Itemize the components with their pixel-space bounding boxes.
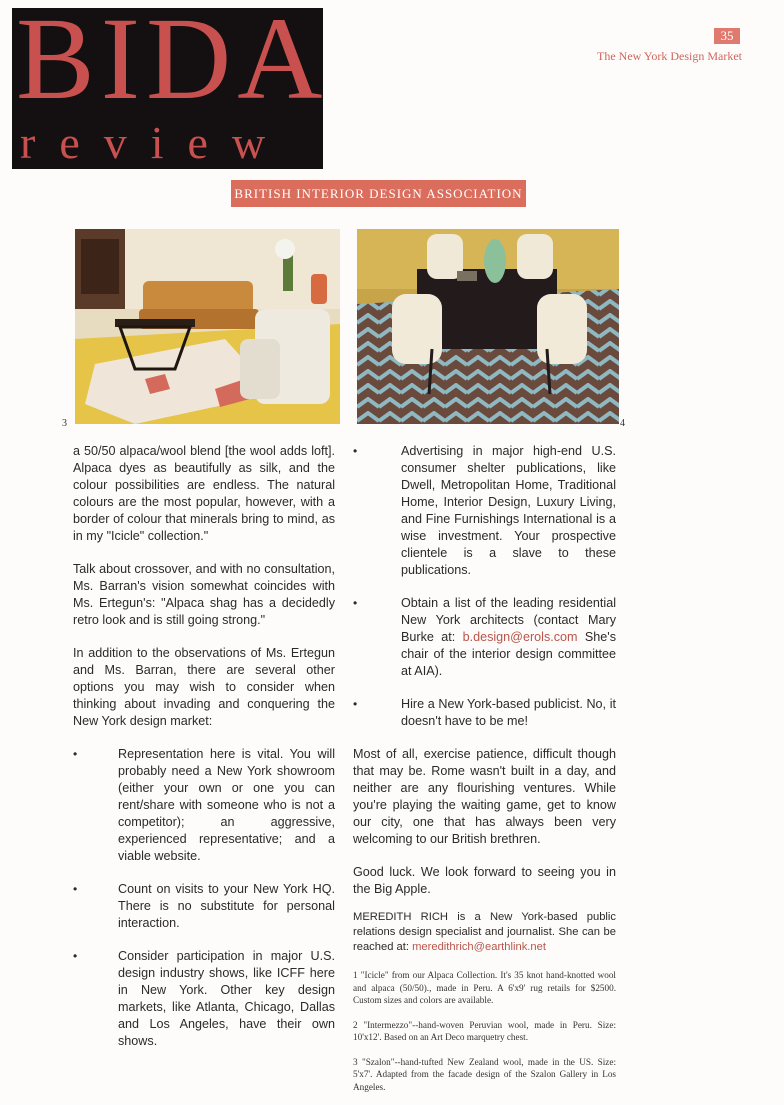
living-room-photo [75, 229, 340, 424]
photo-label-4: 4 [620, 418, 625, 429]
author-email-link[interactable]: meredithrich@earthlink.net [412, 941, 546, 953]
page-number: 35 [714, 28, 740, 44]
bullet-item [353, 696, 616, 730]
closing-line: Good luck. We look forward to seeing you in the Big Apple. [353, 865, 616, 896]
bullet-item [73, 948, 335, 1050]
bullet-item [73, 881, 335, 932]
bullet-icon: • [353, 596, 358, 610]
bullet-icon: • [353, 444, 358, 458]
bullet-item [73, 746, 335, 865]
bullet-text: Advertising in major high-end U.S. consumer shelter publications, like Dwell, Metropolitan Home, Traditional Home, Interior Design, Luxury Living, and Fine Furnishings International is a wise investment. Your prospective clientele is a slave to these publications. [401, 444, 616, 577]
article-column-right [353, 443, 616, 1105]
bullet-text: Hire a New York-based publicist. No, it doesn't have to be me! [401, 697, 616, 728]
bullet-text: She's chair of the interior design committee at AIA). [401, 630, 616, 678]
bullet-text: Representation here is vital. You will probably need a New York showroom (either your own or one you can rent/share with someone who is not a competitor); an aggressive, experienced representative; and a viable website. [118, 747, 335, 863]
bullet-text: Obtain a list of the leading residential New York architects (contact Mary Burke at: [401, 596, 616, 644]
paragraph: In addition to the observations of Ms. Ertegun and Ms. Barran, there are several other options you may wish to consider when thinking about invading and conquering the New York design market: [73, 646, 335, 728]
dining-room-photo [357, 229, 619, 424]
bullet-item [353, 443, 616, 579]
article-column-left [73, 443, 335, 1066]
paragraph: Most of all, exercise patience, difficult though that may be. Rome wasn't built in a day, and neither are any flourishing ventures. While you're playing the waiting game, get to know our city, one that has always been very welcoming to our British brethren. [353, 747, 616, 846]
masthead [12, 0, 329, 169]
photo-label-3: 3 [62, 418, 67, 429]
paragraph: Talk about crossover, and with no consultation, Ms. Barran's vision somewhat coincides with Ms. Ertegun's: "Alpaca shag has a decidedly retro look and is still going strong." [73, 562, 335, 627]
bullet-icon: • [73, 949, 78, 963]
footnote: 1 "Icicle" from our Alpaca Collection. It's 35 knot hand-knotted wool and alpaca (50/50)., made in Peru. A 6'x9' rug retails for $2500. Custom sizes and colors are available. [353, 970, 616, 1005]
masthead-title: BIDA [16, 0, 329, 124]
bullet-text: Consider participation in major U.S. design industry shows, like ICFF here in New York. Other key design markets, like Atlanta, Chicago, Dallas and Los Angeles, have their own shows. [118, 949, 335, 1048]
bullet-icon: • [73, 882, 78, 896]
byline-text: MEREDITH RICH is a New York-based public relations design specialist and journalist. She can be reached at: [353, 911, 616, 953]
bullet-item [353, 595, 616, 680]
bullet-icon: • [73, 747, 78, 761]
footnote: 3 "Szalon"--hand-tufted New Zealand wool, made in the US. Size: 5'x7'. Adapted from the facade design of the Szalon Gallery in Los Angeles. [353, 1056, 616, 1092]
masthead-subtitle: review [20, 117, 290, 168]
paragraph: a 50/50 alpaca/wool blend [the wool adds loft]. Alpaca dyes as beautifully as silk, and the colour possibilities are endless. The natural colours are the most popular, however, with a border of colour that minerals bring to mind, as in my "Icicle" collection." [73, 444, 335, 543]
footnote: 2 "Intermezzo"--hand-woven Peruvian wool, made in Peru. Size: 10'x12'. Based on an Art Deco marquetry chest. [353, 1019, 616, 1042]
section-banner: BRITISH INTERIOR DESIGN ASSOCIATION [231, 180, 526, 207]
contact-email-link[interactable]: b.design@erols.com [462, 630, 578, 644]
bullet-text: Count on visits to your New York HQ. There is no substitute for personal interaction. [118, 882, 335, 930]
running-head: The New York Design Market [597, 49, 742, 63]
bullet-icon: • [353, 697, 358, 711]
author-byline [353, 910, 616, 955]
